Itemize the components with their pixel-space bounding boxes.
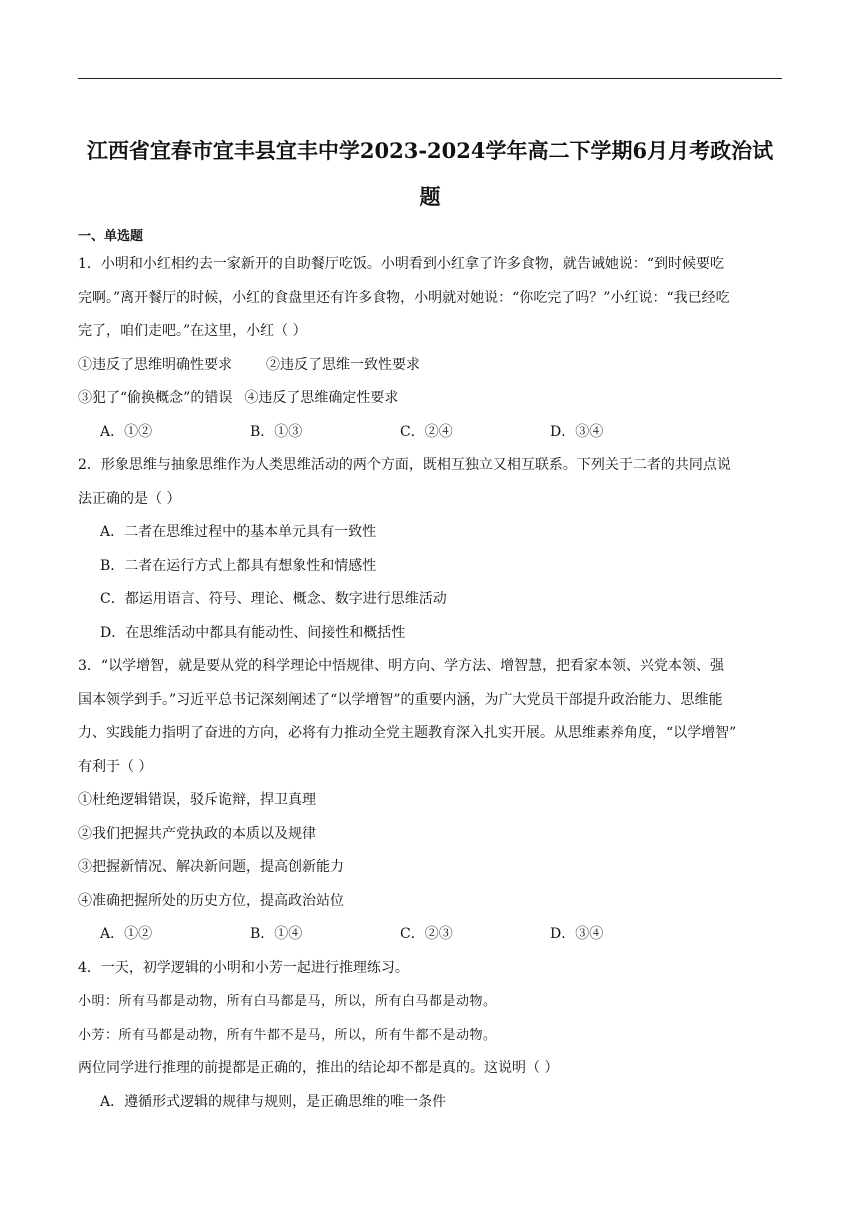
question-1 [78,248,782,449]
q1-stem-line3: 完了，咱们走吧。”在这里，小红（ ） [78,323,307,339]
q1-item2: ②违反了思维一致性要求 [266,356,420,373]
q1-stem-line1: 1．小明和小红相约去一家新开的自助餐厅吃饭。小明看到小红拿了许多食物，就告诫她说：“到时候要吃 [78,256,725,272]
q3-stem-line1: 3．“以学增智，就是要从党的科学理论中悟规律、明方向、学方法、增智慧，把看家本领、兴党本领、强 [78,658,725,674]
q1-items-row1 [78,349,782,383]
q2-option-b[interactable]: B．二者在运行方式上都具有想象性和情感性 [100,557,377,574]
q1-item4: ④违反了思维确定性要求 [244,390,399,406]
q3-option-c[interactable]: C．②③ [400,926,453,942]
q1-option-b[interactable]: B．①③ [250,423,303,440]
q1-stem-line2: 完啊。”离开餐厅的时候，小红的食盘里还有许多食物，小明就对她说：“你吃完了吗？”小红说：“我已经吃 [78,289,730,306]
question-3 [78,650,782,952]
q3-stem-line2: 国本领学到手。”习近平总书记深刻阐述了“以学增智”的重要内涵，为广大党员干部提升政治能力、思维能 [78,691,723,708]
q3-item1: ①杜绝逻辑错误，驳斥诡辩，捍卫真理 [78,792,316,808]
q4-stem-line2: 两位同学进行推理的前提都是正确的，推出的结论却不都是真的。这说明（ ） [78,1060,559,1076]
q3-stem-line3: 力、实践能力指明了奋进的方向，必将有力推动全党主题教育深入扎实开展。从思维素养角度，“以学增智” [78,725,737,741]
q1-option-d[interactable]: D．③④ [550,423,604,440]
q1-option-c[interactable]: C．②④ [400,423,453,440]
q3-option-a[interactable]: A．①② [100,926,153,942]
q2-option-d[interactable]: D．在思维活动中都具有能动性、间接性和概括性 [100,624,406,641]
q4-xiaoming-reasoning: 小明：所有马都是动物，所有白马都是马，所以，所有白马都是动物。 [78,994,497,1009]
q4-stem-line1: 4．一天，初学逻辑的小明和小芳一起进行推理练习。 [78,959,409,976]
q1-item1: ①违反了思维明确性要求 [78,356,232,373]
q3-item4: ④准确把握所处的历史方位，提高政治站位 [78,892,344,909]
q2-stem-line1: 2．形象思维与抽象思维作为人类思维活动的两个方面，既相互独立又相互联系。下列关于二者的共同点说 [78,457,731,473]
exam-page [78,128,782,1119]
header-rule [78,78,782,79]
q2-option-a[interactable]: A．二者在思维过程中的基本单元具有一致性 [100,524,377,540]
q3-stem-line4: 有利于（ ） [78,758,153,775]
q2-stem-line2: 法正确的是（ ） [78,490,181,507]
q1-option-a[interactable]: A．①② [100,423,153,440]
section-heading: 一、单选题 [78,229,144,244]
q3-option-b[interactable]: B．①④ [250,926,303,942]
q4-xiaofang-reasoning: 小芳：所有马都是动物，所有牛都不是马，所以，所有牛都不是动物。 [78,1027,497,1043]
exam-title-line1: 江西省宜春市宜丰县宜丰中学2023-2024学年高二下学期6月月考政治试 [86,138,774,163]
q3-item2: ②我们把握共产党执政的本质以及规律 [78,825,316,842]
q3-options [78,918,782,952]
q1-items-row2 [78,382,782,416]
q3-item3: ③把握新情况、解决新问题，提高创新能力 [78,859,344,875]
q3-option-d[interactable]: D．③④ [550,926,604,942]
q1-options [78,416,782,450]
question-2 [78,449,782,650]
exam-title-line2: 题 [419,184,441,209]
q2-option-c[interactable]: C．都运用语言、符号、理论、概念、数字进行思维活动 [100,591,447,607]
q1-item3: ③犯了“偷换概念”的错误 [78,390,233,406]
question-4 [78,952,782,1120]
q4-option-a[interactable]: A．遵循形式逻辑的规律与规则，是正确思维的唯一条件 [100,1093,447,1110]
